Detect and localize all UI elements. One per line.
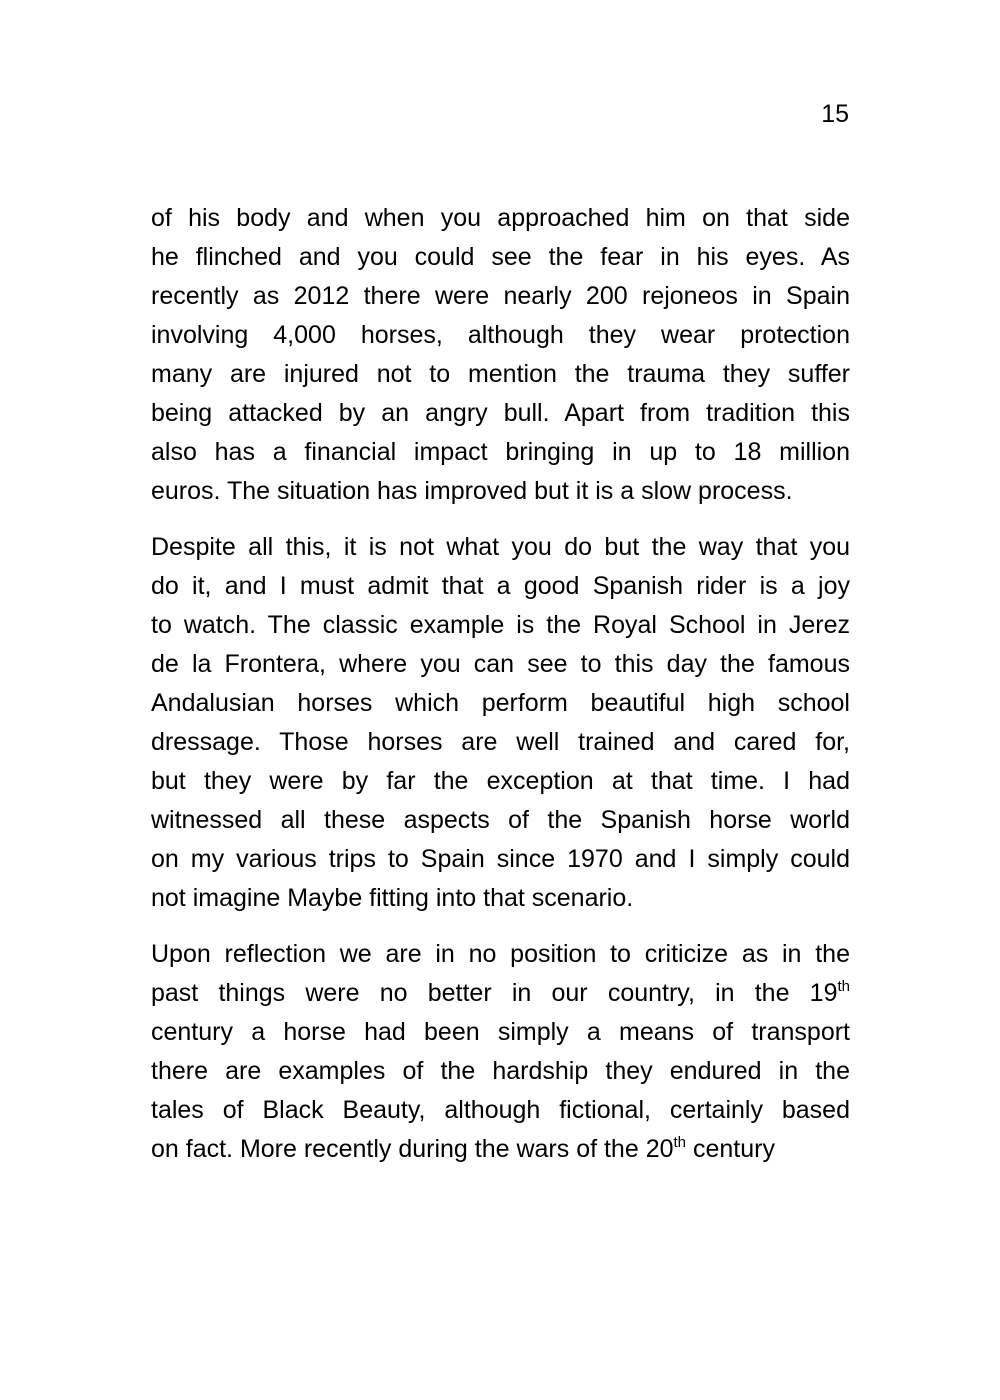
text-segment: of his body and when you approached him on that side (151, 204, 850, 232)
text-segment: Despite all this, it is not what you do but the way that you (151, 533, 850, 561)
paragraph (151, 935, 850, 1169)
text-segment: to watch. The classic example is the Royal School in Jerez (151, 611, 850, 639)
text-line (151, 801, 850, 840)
superscript: th (673, 1134, 687, 1151)
text-line (151, 974, 850, 1013)
text-segment: Andalusian horses which perform beautiful high school (151, 689, 850, 717)
text-segment: recently as 2012 there were nearly 200 rejoneos in Spain (151, 282, 850, 310)
text-line (151, 1052, 850, 1091)
text-line (151, 316, 850, 355)
text-segment: Upon reflection we are in no position to criticize as in the (151, 940, 850, 968)
text-segment: involving 4,000 horses, although they wear protection (151, 321, 850, 349)
text-line (151, 723, 850, 762)
text-line (151, 879, 850, 918)
text-line (151, 472, 850, 511)
text-segment: there are examples of the hardship they endured in the (151, 1057, 850, 1085)
paragraph (151, 199, 850, 511)
text-segment: tales of Black Beauty, although fictional, certainly based (151, 1096, 850, 1124)
text-line (151, 645, 850, 684)
text-line (151, 1013, 850, 1052)
text-segment: not imagine Maybe fitting into that scenario. (151, 884, 634, 912)
text-segment: witnessed all these aspects of the Spanish horse world (151, 806, 850, 834)
text-line (151, 935, 850, 974)
text-segment: being attacked by an angry bull. Apart from tradition this (151, 399, 850, 427)
paragraph (151, 528, 850, 918)
text-segment: dressage. Those horses are well trained and cared for, (151, 728, 850, 756)
text-line (151, 394, 850, 433)
body-text (151, 199, 850, 1186)
text-segment: but they were by far the exception at that time. I had (151, 767, 850, 795)
text-segment: many are injured not to mention the trauma they suffer (151, 360, 850, 388)
text-line (151, 355, 850, 394)
text-line (151, 840, 850, 879)
text-segment: he flinched and you could see the fear in his eyes. As (151, 243, 850, 271)
page-number: 15 (821, 100, 849, 128)
text-segment: on fact. More recently during the wars of the 20 (151, 1135, 674, 1163)
text-segment: also has a financial impact bringing in up to 18 million (151, 438, 850, 466)
text-line (151, 762, 850, 801)
text-line (151, 277, 850, 316)
text-line (151, 528, 850, 567)
text-segment: do it, and I must admit that a good Spanish rider is a joy (151, 572, 850, 600)
text-line (151, 567, 850, 606)
text-segment: century a horse had been simply a means of transport (151, 1018, 850, 1046)
superscript: th (837, 978, 850, 995)
text-segment: on my various trips to Spain since 1970 and I simply could (151, 845, 850, 873)
text-line (151, 606, 850, 645)
text-line (151, 238, 850, 277)
text-line (151, 199, 850, 238)
text-segment: past things were no better in our country, in the 19 (151, 979, 838, 1007)
text-segment: euros. The situation has improved but it is a slow process. (151, 477, 793, 505)
text-line (151, 684, 850, 723)
text-line (151, 433, 850, 472)
text-line (151, 1130, 850, 1169)
text-segment: de la Frontera, where you can see to this day the famous (151, 650, 850, 678)
text-line (151, 1091, 850, 1130)
text-segment: century (686, 1135, 775, 1163)
